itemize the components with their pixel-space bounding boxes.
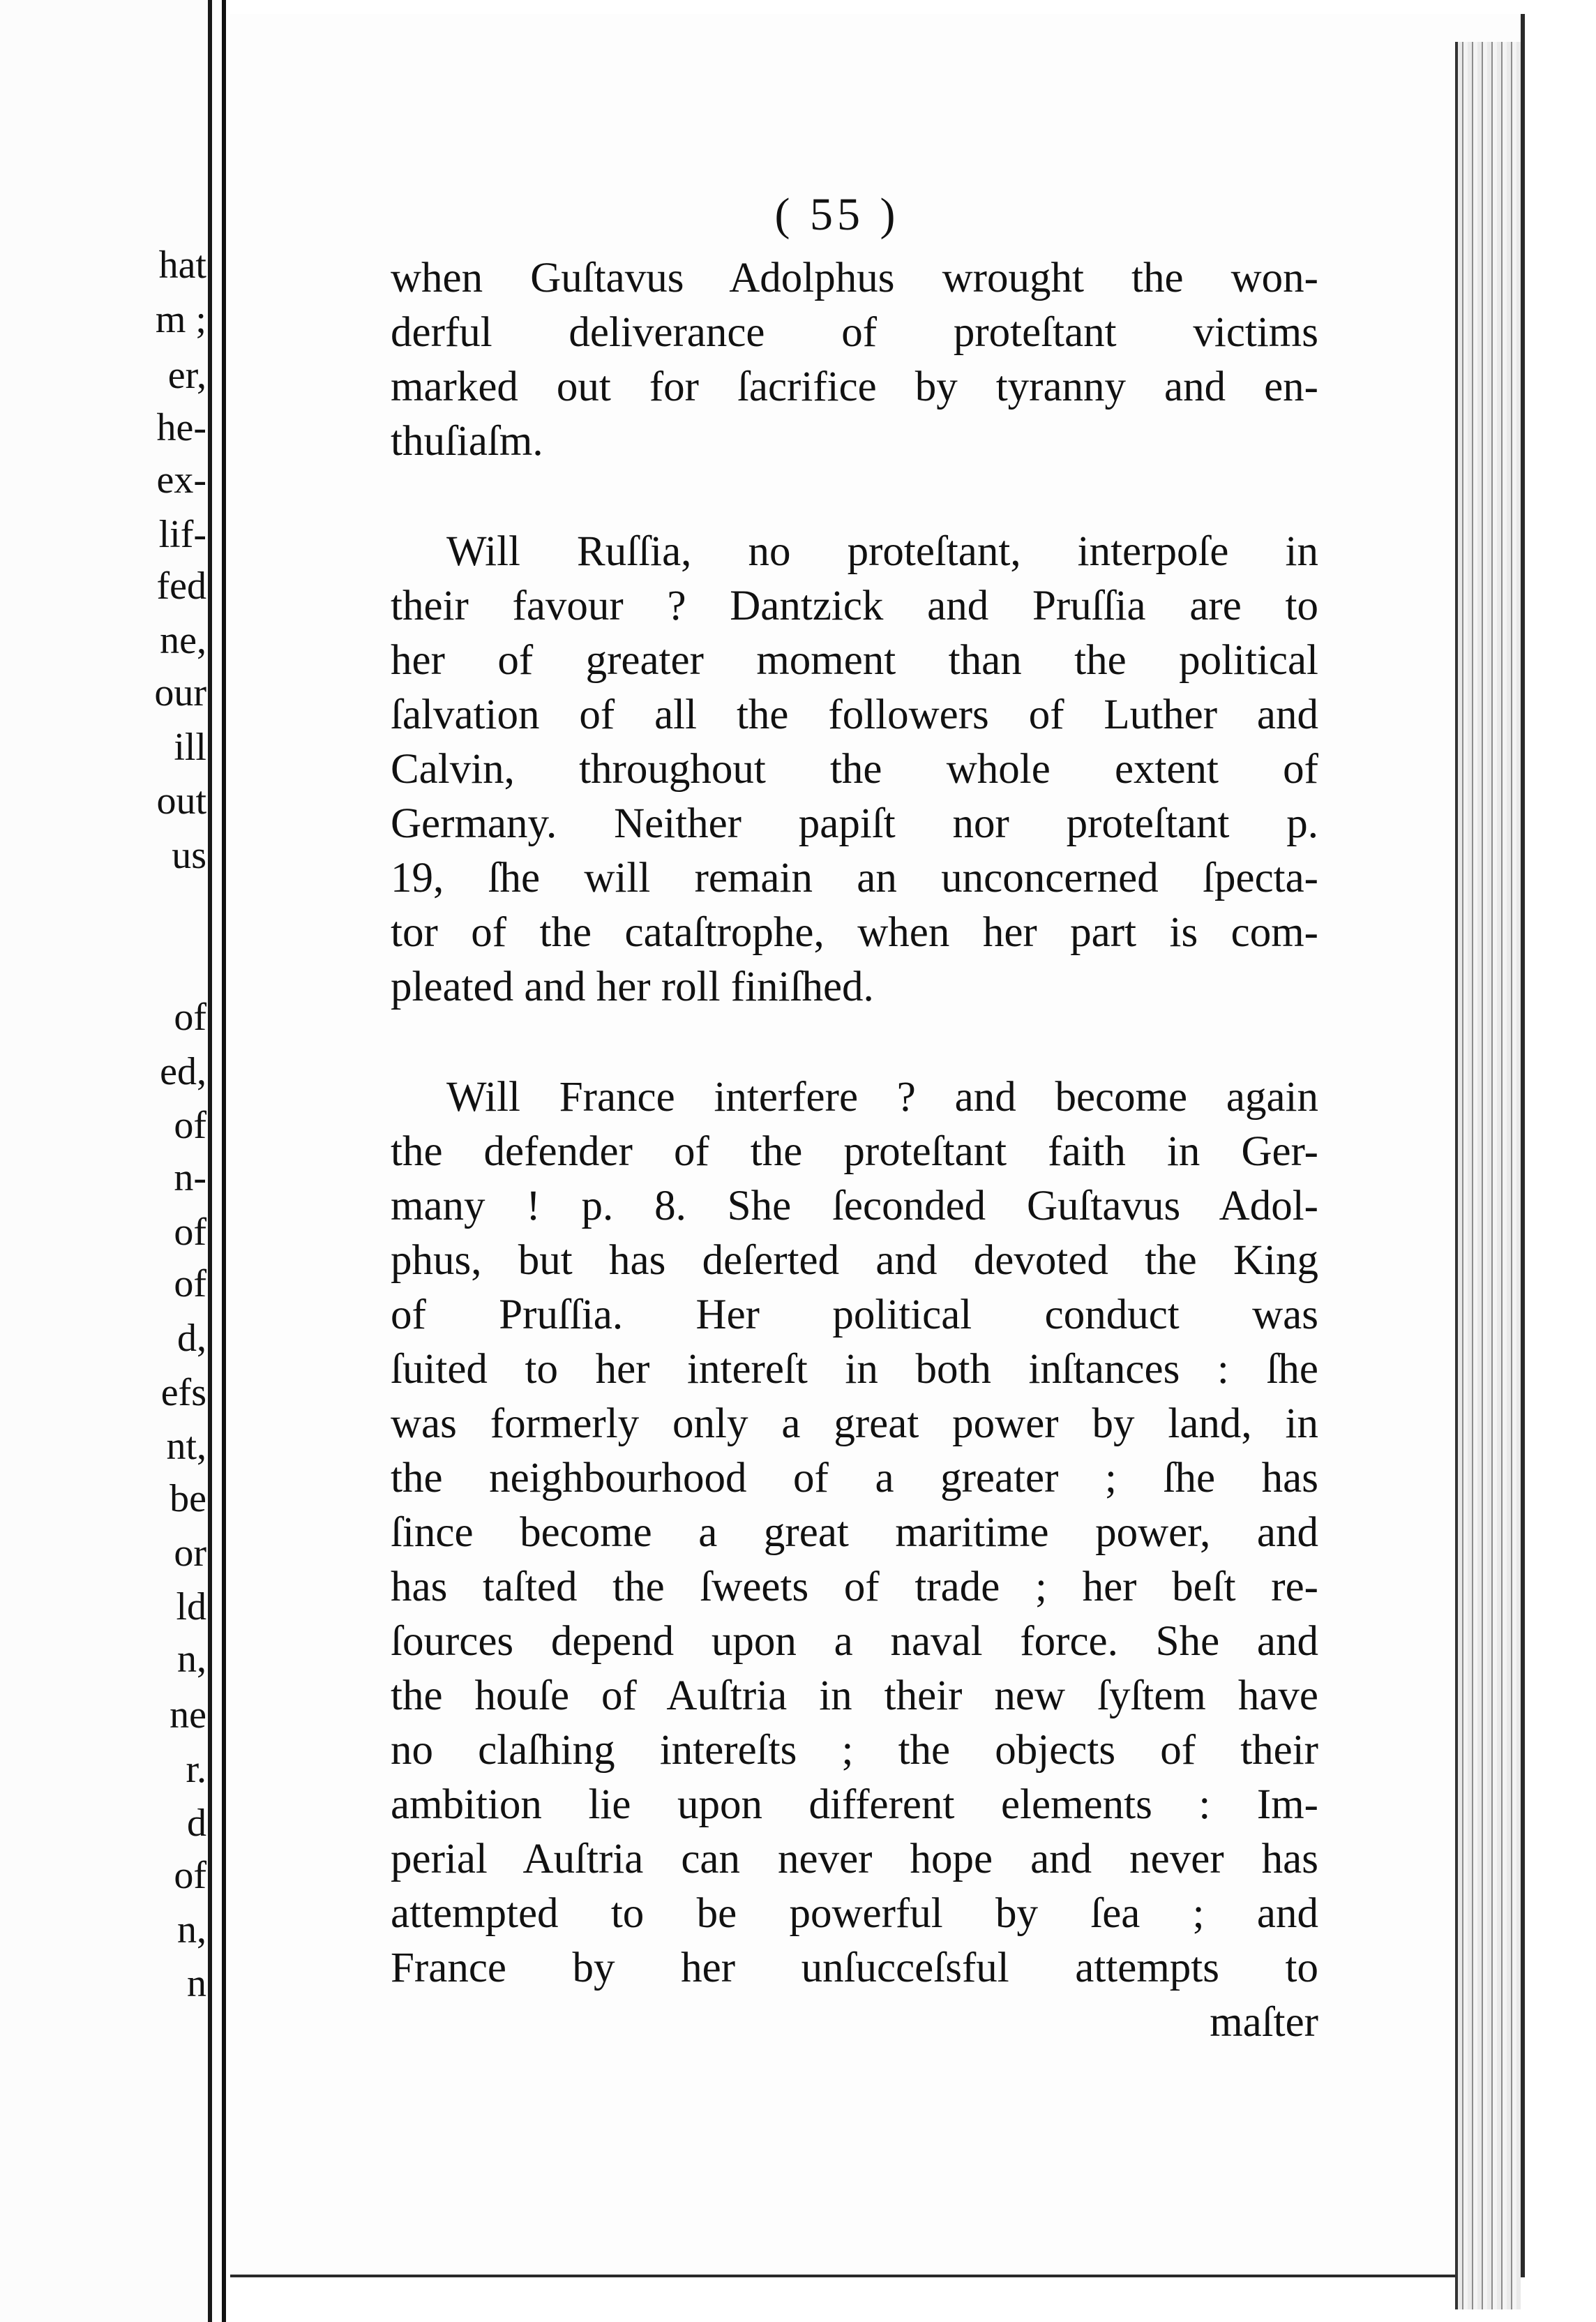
left-page-text-fragment: nt,	[166, 1425, 206, 1468]
left-page-text-fragment: m ;	[155, 298, 206, 341]
left-page-text-fragment: out	[156, 779, 206, 823]
left-page-text-fragment: lif-	[158, 513, 206, 556]
text-line: attempted to be powerful by ſea ; and	[391, 1890, 1318, 1937]
text-line: Germany. Neither papiſt nor proteſtant p.	[391, 800, 1318, 847]
left-page-text-fragment: n-	[174, 1156, 206, 1199]
text-line: of Pruſſia. Her political conduct was	[391, 1291, 1318, 1338]
left-page-text-fragment: us	[172, 834, 206, 877]
left-page-text-fragment: r.	[186, 1748, 206, 1791]
text-line: France by her unſucceſsful attempts to	[391, 1945, 1318, 1991]
left-page-text-fragment: he-	[156, 406, 206, 449]
text-line: Will Ruſſia, no proteſtant, interpoſe in	[446, 528, 1318, 575]
text-line: pleated and her roll finiſhed.	[391, 964, 874, 1010]
left-page-text-fragment: of	[174, 996, 206, 1039]
page-edges	[1455, 42, 1521, 2309]
text-line: ſuited to her intereſt in both inſtances : ſhe	[391, 1346, 1318, 1393]
text-line: the neighbourhood of a greater ; ſhe has	[391, 1455, 1318, 1501]
text-line: their favour ? Dantzick and Pruſſia are to	[391, 583, 1318, 629]
text-line: 19, ſhe will remain an unconcerned ſpecta-	[391, 855, 1318, 901]
left-page-text-fragment: d,	[177, 1317, 206, 1360]
text-line: phus, but has deſerted and devoted the King	[391, 1237, 1318, 1284]
text-line: tor of the cataſtrophe, when her part is com-	[391, 909, 1318, 956]
paragraph-3	[391, 1070, 1318, 1995]
left-page-text-fragment: n,	[177, 1638, 206, 1681]
left-page-text-fragment: of	[174, 1104, 206, 1147]
body-text	[391, 251, 1318, 2050]
paragraph-2	[391, 525, 1318, 1014]
left-page-text-fragment: be	[170, 1477, 206, 1520]
text-line: ſalvation of all the followers of Luther and	[391, 691, 1318, 738]
text-line: ſources depend upon a naval force. She and	[391, 1618, 1318, 1665]
left-page-text-fragment: ed,	[160, 1050, 206, 1093]
text-line: ſince become a great maritime power, and	[391, 1509, 1318, 1556]
text-line: marked out for ſacrifice by tyranny and en-	[391, 364, 1318, 410]
left-page-text-fragment: of	[174, 1262, 206, 1305]
text-line: thuſiaſm.	[391, 418, 543, 465]
left-page-text-fragment: fed	[156, 564, 206, 608]
paragraph-1	[391, 251, 1318, 469]
catchword: maſter	[1210, 1999, 1318, 2046]
left-page-text-fragment: d	[187, 1802, 206, 1845]
left-page-text-fragment: er,	[167, 354, 206, 397]
left-page-text-fragment: hat	[158, 244, 206, 287]
left-page-text-fragment: our	[154, 671, 206, 714]
left-page-text-fragment: n,	[177, 1908, 206, 1952]
text-line: derful deliverance of proteſtant victims	[391, 309, 1318, 356]
left-page-text-fragment: of	[174, 1211, 206, 1254]
text-line: when Guſtavus Adolphus wrought the won-	[391, 255, 1318, 301]
left-page-text-fragment: ill	[174, 726, 206, 769]
left-page-text-fragment: ld	[176, 1585, 206, 1628]
left-page-text-fragment: efs	[160, 1371, 206, 1414]
text-line: Calvin, throughout the whole extent of	[391, 746, 1318, 793]
left-page-text-fragment: of	[174, 1854, 206, 1897]
page-number: ( 55 )	[774, 189, 900, 240]
left-page-text-fragment: or	[174, 1531, 206, 1575]
text-line: ambition lie upon different elements : Im-	[391, 1781, 1318, 1828]
left-page-text-fragment: ne,	[160, 619, 206, 662]
text-line: perial Auſtria can never hope and never has	[391, 1836, 1318, 1882]
text-line: has taſted the ſweets of trade ; her beſt re-	[391, 1564, 1318, 1610]
left-page-text-fragment: ne	[170, 1693, 206, 1737]
left-page-edge	[0, 0, 212, 2322]
text-line: the defender of the proteſtant faith in Ger-	[391, 1128, 1318, 1175]
text-line: her of greater moment than the political	[391, 637, 1318, 684]
text-line: Will France interfere ? and become again	[446, 1074, 1318, 1121]
text-line: no claſhing intereſts ; the objects of their	[391, 1727, 1318, 1774]
book-gutter	[222, 0, 226, 2322]
left-page-text-fragment: n	[187, 1962, 206, 2005]
text-line: many ! p. 8. She ſeconded Guſtavus Adol-	[391, 1183, 1318, 1229]
text-line: was formerly only a great power by land, in	[391, 1400, 1318, 1447]
left-page-text-fragment: ex-	[156, 458, 206, 502]
text-line: the houſe of Auſtria in their new ſyſtem have	[391, 1672, 1318, 1719]
